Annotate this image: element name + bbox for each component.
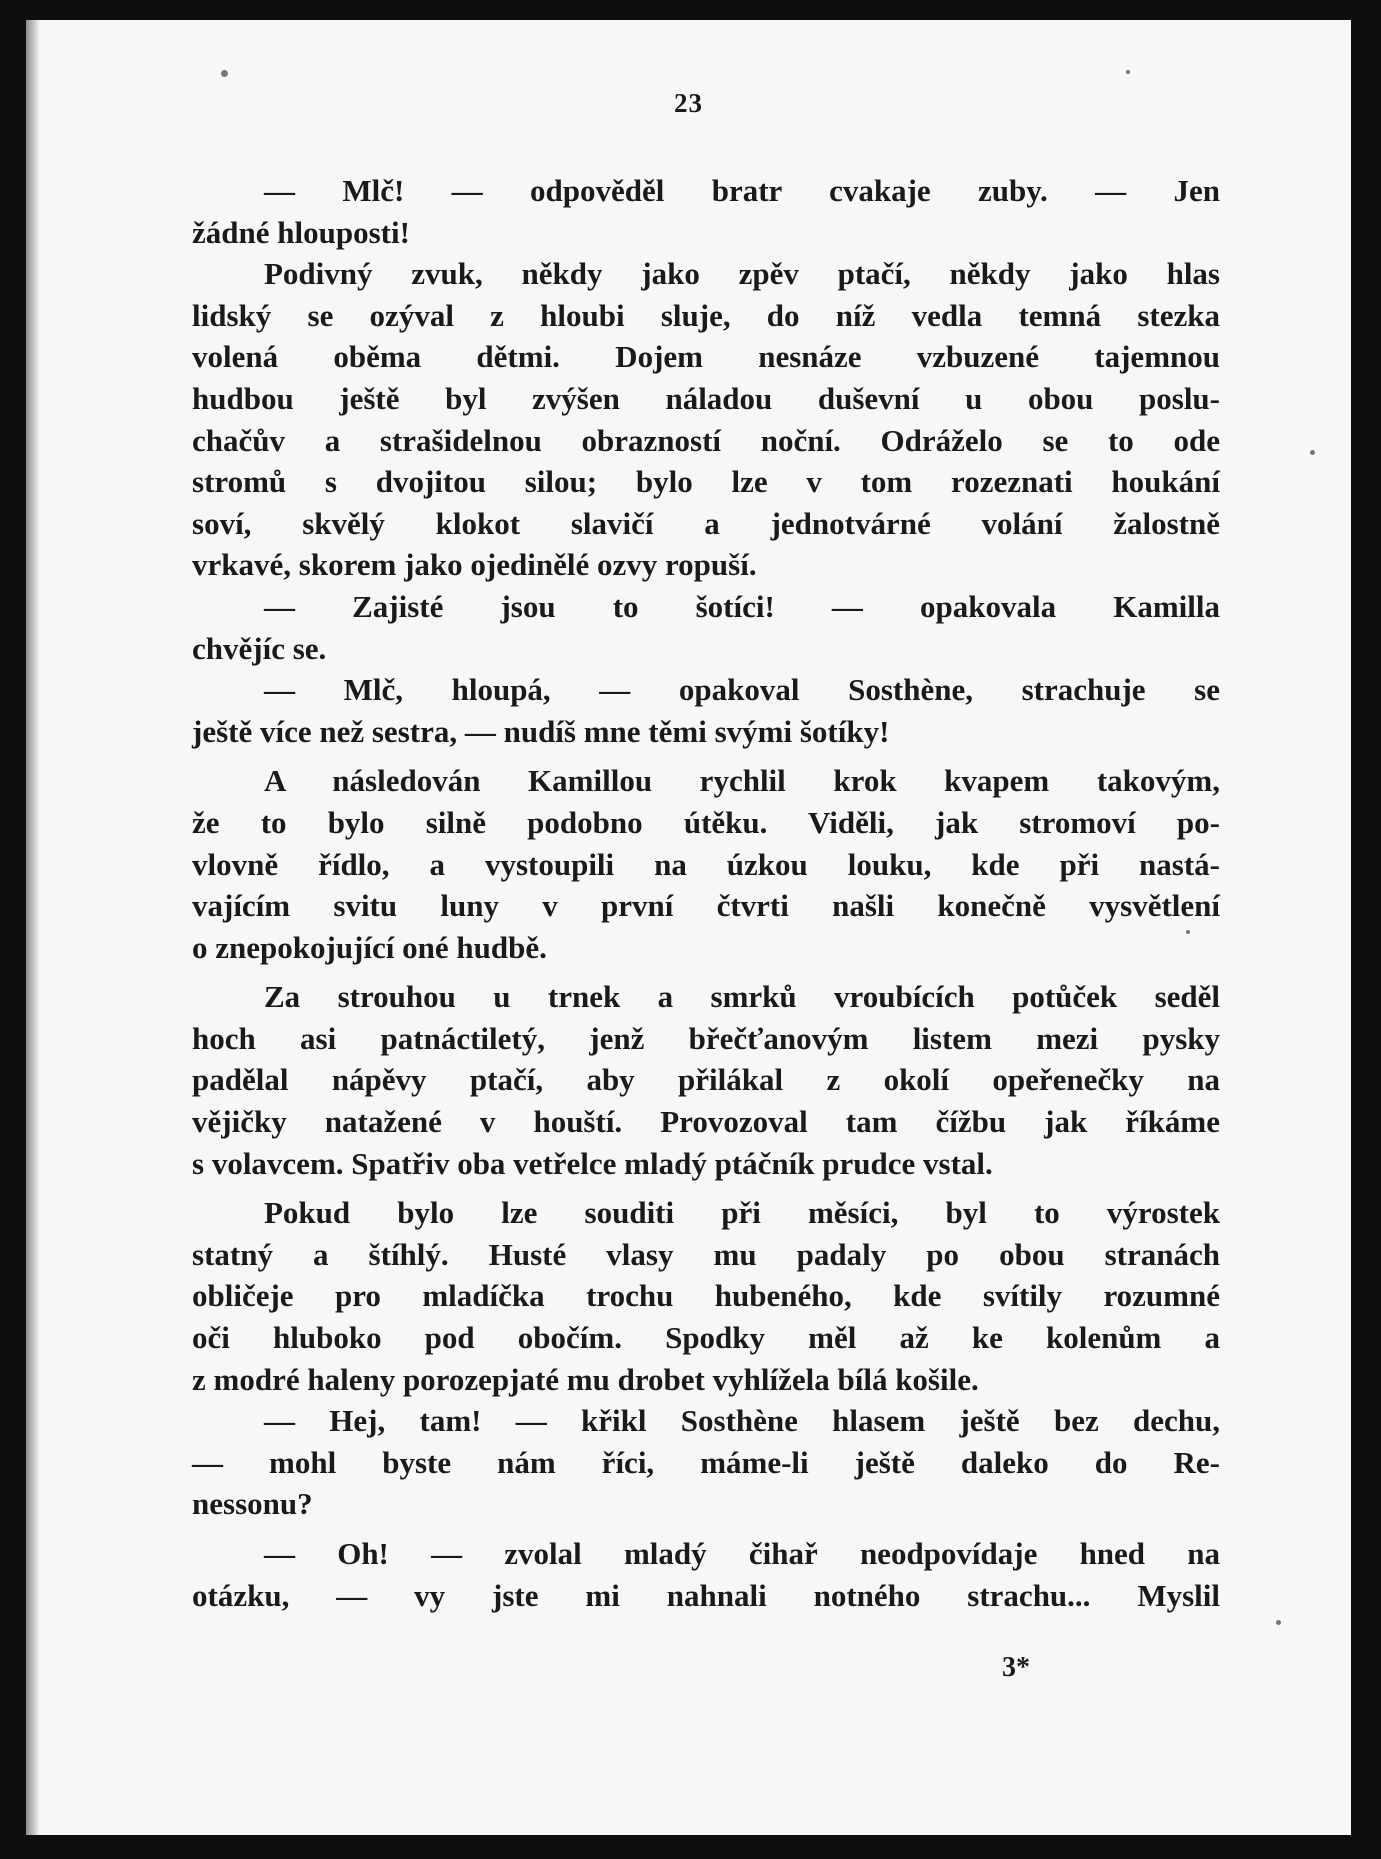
text-line: — Hej, tam! — křikl Sosthène hlasem ještě bez dechu,	[264, 1403, 1220, 1439]
text-line: chačův a strašidelnou obrazností noční. Odráželo se to ode	[192, 422, 1220, 458]
page-number: 23	[674, 88, 703, 118]
book-page	[26, 20, 1351, 1835]
text-line: o znepokojující oné hudbě.	[192, 929, 547, 965]
dust-speck	[221, 70, 228, 77]
text-line: žádné hlouposti!	[192, 214, 410, 250]
page-edge-shadow	[26, 20, 40, 1835]
text-line: — mohl byste nám říci, máme-li ještě daleko do Re-	[192, 1444, 1220, 1480]
text-line: — Mlč! — odpověděl bratr cvakaje zuby. — Jen	[264, 173, 1220, 208]
text-line: — Mlč, hloupá, — opakoval Sosthène, strachuje se	[264, 672, 1220, 708]
text-line: z modré haleny porozepjaté mu drobet vyhlížela bílá košile.	[192, 1361, 979, 1397]
text-line: Podivný zvuk, někdy jako zpěv ptačí, někdy jako hlas	[264, 256, 1220, 292]
text-line: vlovně řídlo, a vystoupili na úzkou louku, kde při nastá-	[192, 846, 1220, 882]
paragraph-gap	[192, 968, 1220, 976]
paragraph-gap	[192, 1525, 1220, 1533]
dust-speck	[1186, 930, 1190, 934]
text-line: A následován Kamillou rychlil krok kvapem takovým,	[264, 763, 1220, 799]
text-line: ještě více než sestra, — nudíš mne těmi svými šotíky!	[192, 713, 890, 749]
text-line: vějičky natažené v houští. Provozoval tam čížbu jak říkáme	[192, 1104, 1220, 1140]
text-line: statný a štíhlý. Husté vlasy mu padaly po obou stranách	[192, 1236, 1220, 1272]
text-line: Za strouhou u trnek a smrků vroubících potůček seděl	[264, 979, 1220, 1015]
text-line: obličeje pro mladíčka trochu hubeného, kde svítily rozumné	[192, 1278, 1220, 1314]
text-line: hoch asi patnáctiletý, jenž břečťanovým listem mezi pysky	[192, 1020, 1220, 1056]
text-line: oči hluboko pod obočím. Spodky měl až ke kolenům a	[192, 1320, 1220, 1356]
text-line: s volavcem. Spatřiv oba vetřelce mladý ptáčník prudce vstal.	[192, 1145, 993, 1181]
text-line: vrkavé, skorem jako ojedinělé ozvy ropuší.	[192, 547, 757, 583]
text-line: — Zajisté jsou to šotíci! — opakovala Kamilla	[264, 588, 1220, 624]
paragraph-gap	[192, 1184, 1220, 1192]
printer-signature-mark: 3*	[1002, 1652, 1030, 1683]
text-line: volená oběma dětmi. Dojem nesnáze vzbuzené tajemnou	[192, 339, 1220, 375]
text-line: lidský se ozýval z hloubi sluje, do níž vedla temná stezka	[192, 297, 1220, 333]
dust-speck	[1310, 450, 1315, 455]
text-line: nessonu?	[192, 1486, 313, 1522]
dust-speck	[1126, 70, 1130, 74]
text-line: — Oh! — zvolal mladý čihař neodpovídaje hned na	[264, 1536, 1220, 1571]
body-text	[192, 170, 1220, 1616]
text-line: stromů s dvojitou silou; bylo lze v tom rozeznati houkání	[192, 464, 1220, 500]
text-line: padělal nápěvy ptačí, aby přilákal z okolí opeřenečky na	[192, 1062, 1220, 1098]
paragraph-gap	[192, 752, 1220, 760]
text-line: hudbou ještě byl zvýšen náladou duševní u obou poslu-	[192, 380, 1220, 416]
text-line: otázku, — vy jste mi nahnali notného strachu... Myslil	[192, 1577, 1220, 1613]
text-line: soví, skvělý klokot slavičí a jednotvárné volání žalostně	[192, 505, 1220, 541]
text-line: že to bylo silně podobno útěku. Viděli, jak stromoví po-	[192, 804, 1220, 840]
text-line: vajícím svitu luny v první čtvrti našli konečně vysvětlení	[192, 888, 1220, 924]
dust-speck	[1276, 1620, 1281, 1625]
text-line: Pokud bylo lze souditi při měsíci, byl to výrostek	[264, 1195, 1220, 1231]
text-line: chvějíc se.	[192, 630, 327, 666]
